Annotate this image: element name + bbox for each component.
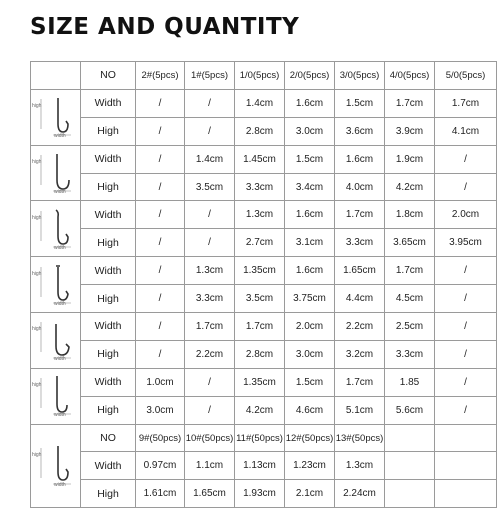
size-header — [435, 424, 497, 452]
hook-illustration-cell — [31, 313, 81, 369]
high-label: High — [81, 285, 136, 313]
size-header: 3/0(5pcs) — [335, 62, 385, 90]
width-value: 1.6cm — [335, 145, 385, 173]
width-value: 1.7cm — [385, 89, 435, 117]
width-value: / — [435, 145, 497, 173]
hook-icon — [31, 442, 81, 490]
high-label: High — [81, 117, 136, 145]
icon-width-label: width — [54, 244, 66, 251]
high-value: 2.8cm — [235, 117, 285, 145]
high-value: 3.2cm — [335, 340, 385, 368]
high-value: 4.2cm — [235, 396, 285, 424]
high-value: / — [435, 173, 497, 201]
width-value: 1.5cm — [285, 145, 335, 173]
table-row — [31, 117, 497, 145]
high-value: 4.1cm — [435, 117, 497, 145]
size-header — [385, 424, 435, 452]
width-value: / — [185, 368, 235, 396]
size-header: 1/0(5pcs) — [235, 62, 285, 90]
width-value — [385, 452, 435, 480]
width-value: / — [136, 201, 185, 229]
high-value: 3.0cm — [285, 117, 335, 145]
high-value: 3.65cm — [385, 229, 435, 257]
width-value: 2.5cm — [385, 313, 435, 341]
width-value: 1.35cm — [235, 257, 285, 285]
high-value: / — [435, 285, 497, 313]
size-header: 10#(50pcs) — [185, 424, 235, 452]
icon-high-label: high — [32, 326, 42, 333]
width-value: 1.45cm — [235, 145, 285, 173]
high-value: 3.3cm — [235, 173, 285, 201]
high-value: / — [435, 340, 497, 368]
width-value: 1.8cm — [385, 201, 435, 229]
width-label: Width — [81, 257, 136, 285]
width-value: 1.7cm — [385, 257, 435, 285]
high-value: / — [136, 285, 185, 313]
hook-illustration-cell — [31, 145, 81, 201]
hook-icon — [31, 149, 81, 197]
width-label: Width — [81, 89, 136, 117]
width-value: 1.0cm — [136, 368, 185, 396]
high-value: 1.65cm — [185, 480, 235, 508]
width-label: Width — [81, 145, 136, 173]
width-value: 2.2cm — [335, 313, 385, 341]
width-value: 1.35cm — [235, 368, 285, 396]
hook-icon — [31, 261, 81, 309]
high-value: 3.75cm — [285, 285, 335, 313]
high-value — [435, 480, 497, 508]
corner-cell — [31, 62, 81, 90]
high-value: 3.0cm — [285, 340, 335, 368]
no-label: NO — [81, 424, 136, 452]
width-value: 1.7cm — [335, 368, 385, 396]
high-value: 1.93cm — [235, 480, 285, 508]
width-value: / — [185, 89, 235, 117]
high-value: 5.1cm — [335, 396, 385, 424]
size-header: 4/0(5pcs) — [385, 62, 435, 90]
table-row — [31, 229, 497, 257]
high-value: 2.2cm — [185, 340, 235, 368]
high-value: 3.5cm — [235, 285, 285, 313]
width-value: 0.97cm — [136, 452, 185, 480]
width-value — [435, 452, 497, 480]
width-value: 1.7cm — [185, 313, 235, 341]
hook-icon — [31, 93, 81, 141]
high-value: 2.1cm — [285, 480, 335, 508]
width-value: 1.23cm — [285, 452, 335, 480]
high-value: 4.5cm — [385, 285, 435, 313]
icon-width-label: width — [54, 356, 66, 363]
table-row — [31, 145, 497, 173]
icon-high-label: high — [32, 270, 42, 277]
width-value: / — [435, 313, 497, 341]
hook-illustration-cell — [31, 201, 81, 257]
table-row — [31, 480, 497, 508]
high-value: 4.4cm — [335, 285, 385, 313]
high-value: 5.6cm — [385, 396, 435, 424]
size-header: 12#(50pcs) — [285, 424, 335, 452]
width-value: 1.3cm — [235, 201, 285, 229]
page-title: SIZE AND QUANTITY — [30, 14, 300, 40]
width-value: 1.4cm — [185, 145, 235, 173]
high-value — [385, 480, 435, 508]
icon-high-label: high — [32, 451, 42, 458]
high-label: High — [81, 340, 136, 368]
hook-icon — [31, 205, 81, 253]
width-value: 1.6cm — [285, 89, 335, 117]
high-label: High — [81, 173, 136, 201]
width-value: 1.13cm — [235, 452, 285, 480]
icon-width-label: width — [54, 481, 66, 488]
width-value: / — [435, 368, 497, 396]
high-value: 3.3cm — [185, 285, 235, 313]
high-value: / — [185, 117, 235, 145]
high-value: 4.6cm — [285, 396, 335, 424]
table-row — [31, 201, 497, 229]
high-value: 3.4cm — [285, 173, 335, 201]
width-value: 1.65cm — [335, 257, 385, 285]
table-row — [31, 396, 497, 424]
high-value: 4.0cm — [335, 173, 385, 201]
width-value: / — [136, 89, 185, 117]
width-value: 1.7cm — [335, 201, 385, 229]
width-value: 1.7cm — [235, 313, 285, 341]
high-value: / — [136, 229, 185, 257]
width-value: / — [136, 257, 185, 285]
high-value: / — [136, 117, 185, 145]
width-value: 1.1cm — [185, 452, 235, 480]
table-row — [31, 452, 497, 480]
high-value: 3.0cm — [136, 396, 185, 424]
high-value: / — [136, 340, 185, 368]
width-value: 2.0cm — [435, 201, 497, 229]
icon-high-label: high — [32, 382, 42, 389]
icon-width-label: width — [54, 133, 66, 140]
width-value: / — [136, 145, 185, 173]
high-value: / — [435, 396, 497, 424]
high-value: 2.7cm — [235, 229, 285, 257]
width-label: Width — [81, 368, 136, 396]
table-row — [31, 424, 497, 452]
icon-high-label: high — [32, 159, 42, 166]
high-value: 3.95cm — [435, 229, 497, 257]
high-value: 3.9cm — [385, 117, 435, 145]
high-value: 3.1cm — [285, 229, 335, 257]
hook-icon — [31, 316, 81, 364]
high-value: 3.6cm — [335, 117, 385, 145]
high-label: High — [81, 229, 136, 257]
icon-high-label: high — [32, 214, 42, 221]
table-row — [31, 89, 497, 117]
width-value: 1.5cm — [335, 89, 385, 117]
width-value: / — [185, 201, 235, 229]
width-value: / — [435, 257, 497, 285]
high-value: 4.2cm — [385, 173, 435, 201]
size-header: 2/0(5pcs) — [285, 62, 335, 90]
icon-width-label: width — [54, 412, 66, 419]
width-value: / — [136, 313, 185, 341]
width-value: 1.9cm — [385, 145, 435, 173]
width-value: 1.4cm — [235, 89, 285, 117]
table-row — [31, 340, 497, 368]
high-label: High — [81, 396, 136, 424]
icon-width-label: width — [54, 189, 66, 196]
size-table — [30, 61, 497, 508]
header-row — [31, 62, 497, 90]
high-value: 3.3cm — [385, 340, 435, 368]
high-value: 3.5cm — [185, 173, 235, 201]
width-value: 1.7cm — [435, 89, 497, 117]
size-header: 5/0(5pcs) — [435, 62, 497, 90]
hook-illustration-cell — [31, 257, 81, 313]
width-value: 1.6cm — [285, 201, 335, 229]
high-value: 3.3cm — [335, 229, 385, 257]
size-header: 13#(50pcs) — [335, 424, 385, 452]
table-row — [31, 313, 497, 341]
high-value: / — [185, 229, 235, 257]
high-value: / — [185, 396, 235, 424]
width-label: Width — [81, 452, 136, 480]
high-value: 1.61cm — [136, 480, 185, 508]
no-label: NO — [81, 62, 136, 90]
width-value: 1.6cm — [285, 257, 335, 285]
hook-illustration-cell — [31, 89, 81, 145]
size-header: 1#(5pcs) — [185, 62, 235, 90]
high-value: 2.8cm — [235, 340, 285, 368]
icon-width-label: width — [54, 300, 66, 307]
hook-icon — [31, 372, 81, 420]
width-value: 1.3cm — [185, 257, 235, 285]
high-label: High — [81, 480, 136, 508]
width-label: Width — [81, 313, 136, 341]
width-value: 1.5cm — [285, 368, 335, 396]
table-row — [31, 257, 497, 285]
width-value: 2.0cm — [285, 313, 335, 341]
width-value: 1.3cm — [335, 452, 385, 480]
high-value: 2.24cm — [335, 480, 385, 508]
hook-illustration-cell — [31, 424, 81, 508]
table-row — [31, 285, 497, 313]
high-value: / — [136, 173, 185, 201]
size-header: 11#(50pcs) — [235, 424, 285, 452]
size-header: 2#(5pcs) — [136, 62, 185, 90]
width-value: 1.85 — [385, 368, 435, 396]
width-label: Width — [81, 201, 136, 229]
icon-high-label: high — [32, 103, 42, 110]
table-row — [31, 173, 497, 201]
size-header: 9#(50pcs) — [136, 424, 185, 452]
table-row — [31, 368, 497, 396]
hook-illustration-cell — [31, 368, 81, 424]
